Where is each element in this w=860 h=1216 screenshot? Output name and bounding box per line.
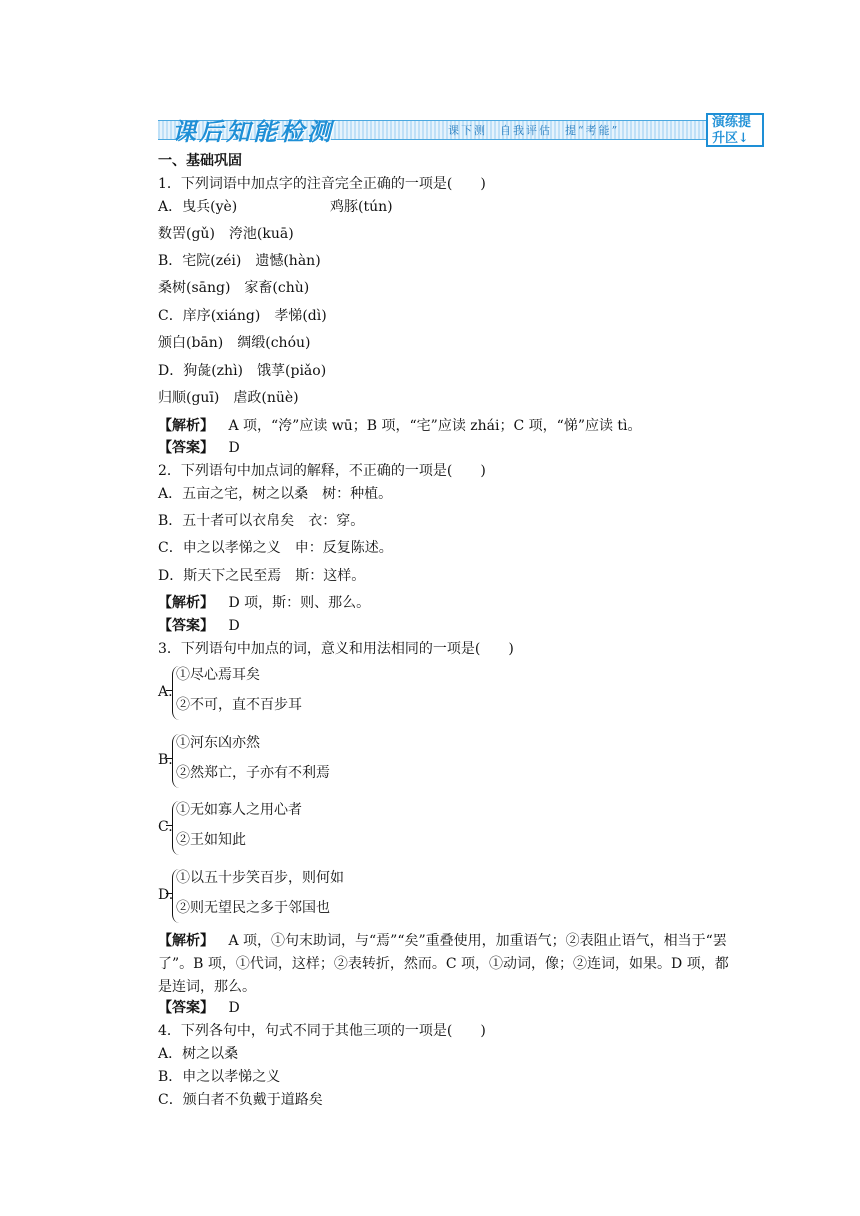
q3-option-b [158, 732, 458, 792]
answer-label: 【答案】 [158, 440, 214, 456]
q1-option-b2: 桑树(sāng) 家畜(chù) [158, 280, 310, 296]
q4-option-a: A．树之以桑 [158, 1046, 239, 1062]
option-line-1: ①以五十步笑百步，则何如 [176, 870, 344, 886]
q3-stem: 3．下列语句中加点的词，意义和用法相同的一项是( ) [158, 641, 514, 657]
q4-stem: 4．下列各句中，句式不同于其他三项的一项是( ) [158, 1023, 486, 1039]
q1-option-b1: B．宅院(zéi) 遗憾(hàn) [158, 253, 321, 269]
answer-label: 【答案】 [158, 1000, 214, 1016]
q2-option-b: B．五十者可以衣帛矣 衣：穿。 [158, 513, 365, 529]
q2-answer [158, 616, 240, 636]
option-label: B. [158, 752, 173, 768]
option-line-2: ②王如知此 [176, 832, 246, 848]
q2-analysis [158, 593, 370, 613]
q1-option-a1: A．曳兵(yè) [158, 199, 238, 215]
q1-analysis [158, 416, 642, 436]
analysis-text: A 项，①句末助词，与“焉”“矣”重叠使用，加重语气；②表阻止语气，相当于“罢了”。B 项，①代词，这样；②表转折，然而。C 项，①动词，像；②连词，如果。D 项，都是连词，那么。 [158, 933, 729, 995]
badge-line-1: 演练提 [712, 115, 752, 130]
q1-option-c1: C．庠序(xiáng) 孝悌(dì) [158, 308, 327, 324]
option-line-2: ②则无望民之多于邻国也 [176, 900, 330, 916]
q1-option-c2: 颁白(bān) 绸缎(chóu) [158, 335, 311, 351]
option-line-1: ①无如寡人之用心者 [176, 802, 302, 818]
q1-option-d1: D．狗彘(zhì) 饿莩(piǎo) [158, 363, 327, 379]
banner-subtitle: 课下测 自我评估 提“考能” [448, 124, 620, 137]
option-line-1: ①尽心焉耳矣 [176, 667, 260, 683]
analysis-text: A 项，“洿”应读 wū；B 项，“宅”应读 zhái；C 项，“悌”应读 tì。 [228, 418, 642, 434]
q2-stem: 2．下列语句中加点词的解释，不正确的一项是( ) [158, 463, 486, 479]
analysis-label: 【解析】 [158, 595, 214, 611]
badge-line-2: 升区↓ [712, 131, 749, 146]
q1-option-d2: 归顺(guī) 虐政(nüè) [158, 390, 299, 406]
answer-text: D [228, 1000, 240, 1016]
practice-badge [706, 113, 764, 147]
answer-text: D [228, 618, 240, 634]
q4-option-b: B．申之以孝悌之义 [158, 1069, 281, 1085]
section-title: 一、基础巩固 [158, 153, 242, 169]
option-line-2: ②不可，直不百步耳 [176, 697, 302, 713]
option-line-1: ①河东凶亦然 [176, 735, 260, 751]
q3-option-a [158, 664, 458, 724]
q1-option-a3: 数罟(gǔ) 洿池(kuā) [158, 226, 294, 242]
q1-option-a2: 鸡豚(tún) [330, 199, 393, 215]
q4-option-c: C．颁白者不负戴于道路矣 [158, 1092, 323, 1108]
analysis-label: 【解析】 [158, 933, 214, 949]
answer-text: D [228, 440, 240, 456]
section-banner [158, 112, 706, 144]
banner-title: 课后知能检测 [172, 117, 334, 146]
q1-answer [158, 438, 240, 458]
option-label: D. [158, 887, 174, 903]
q3-answer [158, 998, 240, 1018]
option-line-2: ②然郑亡，子亦有不利焉 [176, 765, 330, 781]
answer-label: 【答案】 [158, 618, 214, 634]
option-label: C. [158, 819, 173, 835]
q3-analysis [158, 930, 736, 999]
q3-option-d [158, 867, 458, 927]
q1-stem: 1．下列词语中加点字的注音完全正确的一项是( ) [158, 176, 486, 192]
q2-option-a: A．五亩之宅，树之以桑 树：种植。 [158, 486, 393, 502]
q3-option-c [158, 799, 458, 859]
analysis-label: 【解析】 [158, 418, 214, 434]
analysis-text: D 项，斯：则、那么。 [228, 595, 371, 611]
option-label: A. [158, 684, 173, 700]
q2-option-c: C．申之以孝悌之义 申：反复陈述。 [158, 540, 393, 556]
q2-option-d: D．斯天下之民至焉 斯：这样。 [158, 568, 366, 584]
